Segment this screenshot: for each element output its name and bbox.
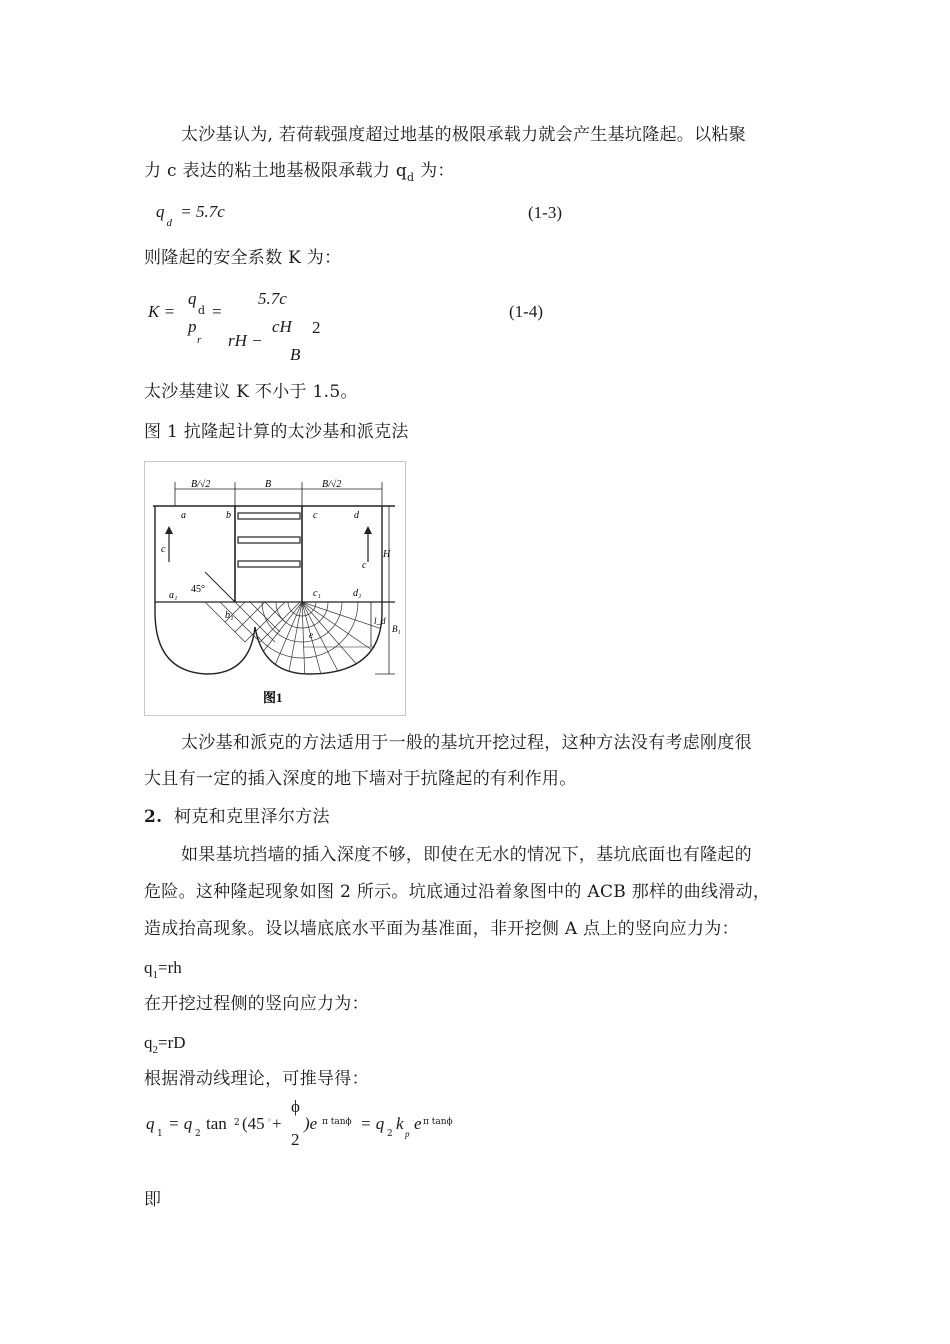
q2-value: =rD	[158, 1033, 186, 1052]
label-d: d	[354, 510, 359, 521]
label-a1: a₁	[169, 590, 178, 601]
label-h: H	[383, 549, 391, 560]
eqf-close: )e	[304, 1114, 318, 1133]
label-b: b	[226, 510, 231, 521]
para3-line2: 危险。这种隆起现象如图 2 所示。坑底通过沿着象图中的 ACB 那样的曲线滑动，	[144, 882, 771, 902]
label-b-sqrt2-right: B/√2	[322, 479, 342, 490]
label-c-right: c	[362, 560, 367, 571]
para2-line1: 太沙基和派克的方法适用于一般的基坑开挖过程，这种方法没有考虑刚度很	[181, 733, 752, 753]
label-c: c	[313, 510, 318, 521]
eq14-den-ch: cH	[272, 317, 292, 336]
qd-subscript: d	[407, 171, 415, 184]
terzaghi-peck-diagram	[145, 462, 405, 715]
eqf-q2-sub: 2	[195, 1129, 201, 1139]
q2-symbol: q	[144, 1033, 153, 1052]
equation-1-4-number: (1-4)	[509, 302, 543, 321]
para1-line2	[144, 161, 455, 184]
label-c1: c₁	[313, 588, 321, 599]
label-a: a	[181, 510, 186, 521]
eqf-exp2: π tanϕ	[423, 1117, 453, 1127]
eqf-exp1: π tanϕ	[322, 1117, 352, 1127]
section-number: 2.	[144, 807, 163, 827]
label-b-top: B	[265, 479, 272, 490]
figure-1	[144, 461, 406, 716]
eq13-rhs: = 5.7c	[180, 202, 225, 221]
eqf-paren: (45	[242, 1114, 265, 1133]
q1-value: =rh	[158, 958, 182, 977]
para2-line2: 大且有一定的插入深度的地下墙对于抗隆起的有利作用。	[144, 769, 577, 789]
eqf-k: k	[396, 1114, 404, 1133]
section-title: 柯克和克里泽尔方法	[174, 807, 330, 827]
para3-line3: 造成抬高现象。设以墙底底水平面为基准面，非开挖侧 A 点上的竖向应力为：	[144, 919, 739, 939]
eq14-p: p	[188, 317, 197, 336]
eqf-q2b-sub: 2	[387, 1129, 393, 1139]
para1-line1: 太沙基认为, 若荷载强度超过地基的极限承载力就会产生基坑隆起。以粘聚	[181, 125, 747, 145]
eq13-lhs-sub: d	[166, 217, 172, 229]
eq14-p-sub: r	[197, 334, 202, 346]
eqf-tan: tan	[206, 1114, 227, 1133]
eq13-lhs: q	[156, 202, 165, 221]
label-b1: b₁	[225, 610, 234, 621]
text-k-recommendation: 太沙基建议 K 不小于 1.5。	[144, 382, 358, 402]
text-open-side: 在开挖过程侧的竖向应力为：	[144, 994, 369, 1014]
figure-caption: 图1	[263, 690, 283, 705]
label-45-deg: 45°	[191, 584, 205, 595]
label-b-sqrt2-left: B/√2	[191, 479, 211, 490]
eq14-numerator: 5.7c	[258, 289, 287, 308]
equation-1-3	[156, 202, 225, 229]
text-slip-line: 根据滑动线理论，可推导得：	[144, 1069, 369, 1089]
q1-subscript: 1	[152, 969, 158, 981]
eq14-k: K =	[148, 302, 176, 321]
eqf-deg: ◦	[267, 1116, 272, 1125]
eqf-e2: e	[414, 1114, 422, 1133]
equation-1-4	[146, 282, 406, 367]
eqf-two: 2	[291, 1130, 300, 1149]
eq14-den-two: 2	[312, 318, 321, 337]
equation-1-3-number: (1-3)	[528, 203, 562, 222]
label-d1: d₁	[353, 588, 362, 599]
eq14-den-rh: rH −	[228, 331, 263, 350]
eq14-q-sub: d	[198, 304, 206, 317]
eqf-eq1: = q	[168, 1114, 193, 1133]
eqf-q1: q	[146, 1114, 155, 1133]
para1-line2-text: 力 c 表达的粘土地基极限承载力 q	[144, 161, 408, 181]
eqf-plus: +	[272, 1114, 282, 1133]
formula-q1	[144, 958, 182, 981]
eqf-eq2: = q	[360, 1114, 385, 1133]
figure-title: 图 1 抗隆起计算的太沙基和派克法	[144, 422, 409, 442]
label-c-left: c	[161, 544, 166, 555]
q1-symbol: q	[144, 958, 153, 977]
label-b1-dim: B₁	[392, 624, 401, 634]
eq14-equals: =	[212, 302, 222, 321]
text-safety-factor: 则隆起的安全系数 K 为：	[144, 248, 342, 268]
q2-subscript: 2	[152, 1044, 158, 1056]
eqf-phi: ϕ	[291, 1097, 300, 1116]
equation-final	[146, 1098, 466, 1148]
eqf-q1-sub: 1	[157, 1129, 163, 1139]
text-ji: 即	[144, 1190, 162, 1210]
para3-line1: 如果基坑挡墙的插入深度不够，即使在无水的情况下，基坑底面也有隆起的	[181, 845, 752, 865]
section-heading-2	[144, 809, 330, 826]
para1-line2-tail: 为：	[414, 161, 455, 181]
eq14-q: q	[188, 289, 197, 308]
eqf-pow2: 2	[234, 1118, 240, 1128]
formula-q2	[144, 1033, 186, 1056]
label-e: e	[309, 630, 313, 640]
label-ld: l_d	[374, 616, 386, 626]
eq14-den-b: B	[290, 345, 301, 364]
eqf-kp-sub: p	[405, 1129, 410, 1139]
